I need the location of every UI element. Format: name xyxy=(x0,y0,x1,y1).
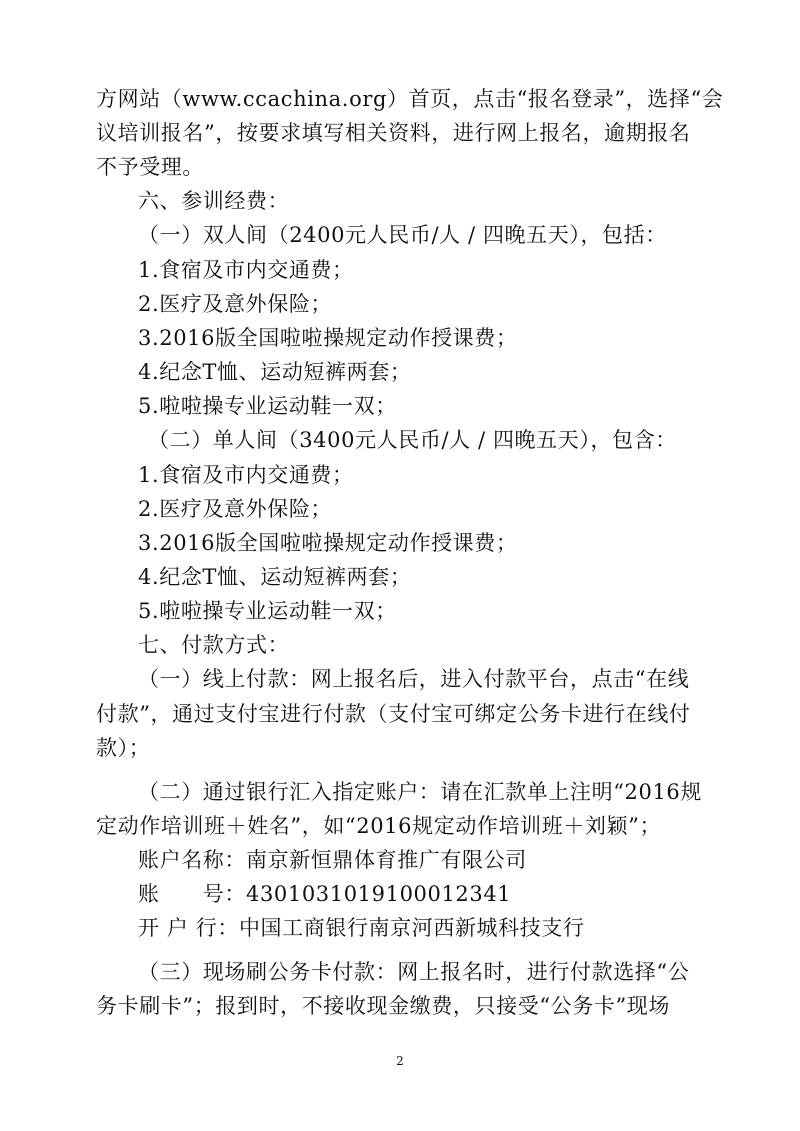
list-item: 2.医疗及意外保险； xyxy=(138,497,333,521)
paragraph-line: 议培训报名”，按要求填写相关资料，进行网上报名，逾期报名 xyxy=(96,121,691,145)
list-item: 5.啦啦操专业运动鞋一双； xyxy=(138,394,397,418)
subsection-heading-double-room: （一）双人间（2400元人民币/人 / 四晚五天），包括： xyxy=(138,223,667,247)
account-name-line: 账户名称：南京新恒鼎体育推广有限公司 xyxy=(138,848,527,872)
paragraph-line: 付款”，通过支付宝进行付款（支付宝可绑定公务卡进行在线付 xyxy=(96,702,691,726)
list-item: 4.纪念T恤、运动短裤两套； xyxy=(138,565,412,589)
list-item: 3.2016版全国啦啦操规定动作授课费； xyxy=(138,531,518,555)
account-number-line: 账 号：4301031019100012341 xyxy=(138,882,512,906)
list-item: 2.医疗及意外保险； xyxy=(138,292,333,316)
paragraph-line: 不予受理。 xyxy=(96,155,204,179)
page-number: 2 xyxy=(396,1054,404,1068)
bank-branch-line: 开 户 行：中国工商银行南京河西新城科技支行 xyxy=(138,916,585,940)
list-item: 1.食宿及市内交通费； xyxy=(138,463,354,487)
list-item: 3.2016版全国啦啦操规定动作授课费； xyxy=(138,326,518,350)
paragraph-line: 方网站（www.ccachina.org）首页，点击“报名登录”，选择“会 xyxy=(96,87,724,111)
paragraph-line: 定动作培训班＋姓名”，如“2016规定动作培训班＋刘颖”； xyxy=(96,814,662,838)
section-heading-payment: 七、付款方式： xyxy=(138,633,290,657)
section-heading-fees: 六、参训经费： xyxy=(138,189,290,213)
subsection-heading-single-room: （二）单人间（3400元人民币/人 / 四晚五天），包含： xyxy=(148,428,677,452)
paragraph-line: （二）通过银行汇入指定账户：请在汇款单上注明“2016规 xyxy=(138,780,702,804)
list-item: 1.食宿及市内交通费； xyxy=(138,258,354,282)
list-item: 5.啦啦操专业运动鞋一双； xyxy=(138,599,397,623)
paragraph-line: （三）现场刷公务卡付款：网上报名时，进行付款选择“公 xyxy=(138,960,690,984)
list-item: 4.纪念T恤、运动短裤两套； xyxy=(138,360,412,384)
paragraph-line: 款）； xyxy=(96,736,151,760)
paragraph-line: 务卡刷卡”；报到时，不接收现金缴费，只接受“公务卡”现场 xyxy=(96,994,671,1018)
paragraph-line: （一）线上付款：网上报名后，进入付款平台，点击“在线 xyxy=(138,667,690,691)
